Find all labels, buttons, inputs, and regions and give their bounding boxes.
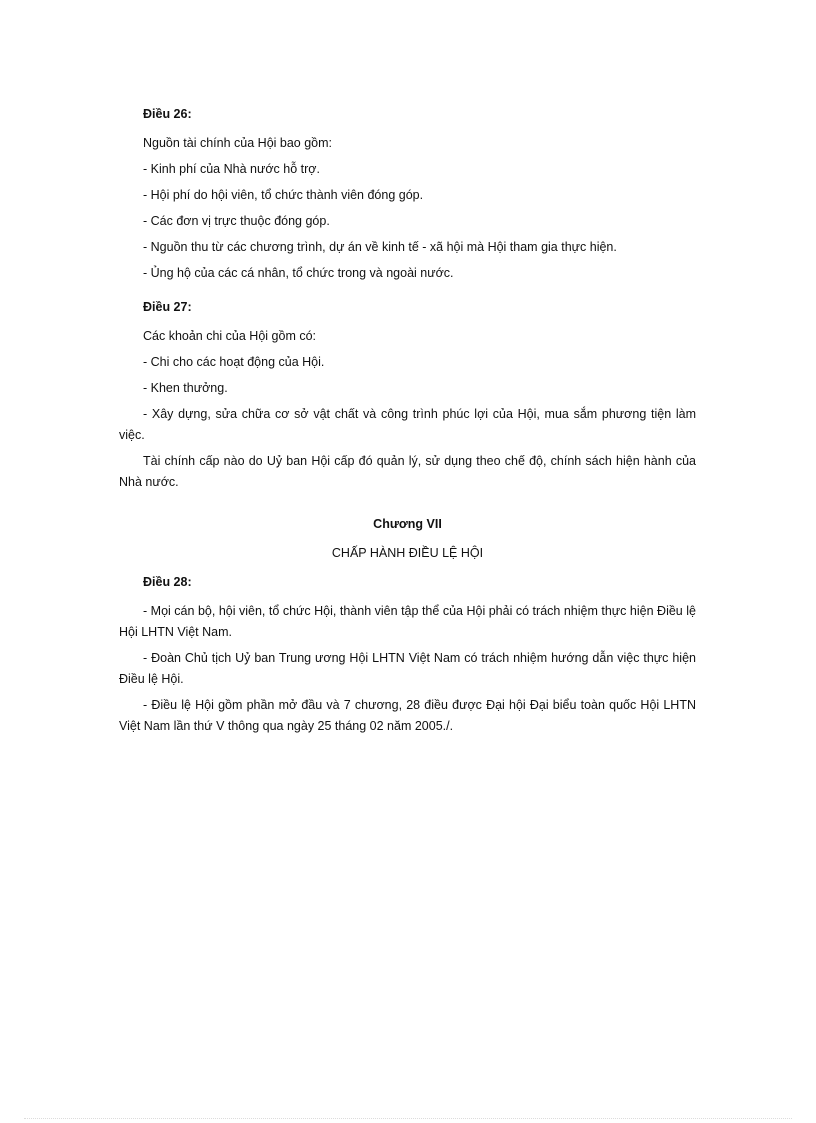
article-27-paragraph: - Xây dựng, sửa chữa cơ sở vật chất và công trình phúc lợi của Hội, mua sắm phương tiện làm việc.	[119, 407, 696, 442]
article-28-paragraph: - Mọi cán bộ, hội viên, tổ chức Hội, thành viên tập thể của Hội phải có trách nhiệm thực hiện Điều lệ Hội LHTN Việt Nam.	[119, 604, 696, 639]
article-27-heading: Điều 27:	[143, 300, 192, 314]
article-27-intro: Các khoản chi của Hội gồm có:	[143, 329, 317, 343]
list-item: - Ủng hộ của các cá nhân, tổ chức trong và ngoài nước.	[143, 266, 454, 280]
list-item: - Nguồn thu từ các chương trình, dự án về kinh tế - xã hội mà Hội tham gia thực hiện.	[143, 240, 617, 254]
page-bottom-divider	[24, 1118, 792, 1119]
list-item: - Khen thưởng.	[143, 381, 228, 395]
list-item: - Các đơn vị trực thuộc đóng góp.	[143, 214, 330, 228]
article-26-heading: Điều 26:	[143, 107, 192, 121]
article-28-heading: Điều 28:	[143, 575, 192, 589]
article-28-paragraph: - Đoàn Chủ tịch Uỷ ban Trung ương Hội LHTN Việt Nam có trách nhiệm hướng dẫn việc thực hiện Điều lệ Hội.	[119, 651, 696, 686]
chapter-title: Chương VII	[373, 517, 442, 531]
article-28-paragraph: - Điều lệ Hội gồm phần mở đầu và 7 chương, 28 điều được Đại hội Đại biểu toàn quốc Hội LHTN Việt Nam lần thứ V thông qua ngày 25 tháng 02 năm 2005./.	[119, 698, 696, 733]
article-27-paragraph: Tài chính cấp nào do Uỷ ban Hội cấp đó quản lý, sử dụng theo chế độ, chính sách hiện hành của Nhà nước.	[119, 454, 696, 489]
document-body	[119, 104, 696, 742]
list-item: - Hội phí do hội viên, tổ chức thành viên đóng góp.	[143, 188, 424, 202]
list-item: - Chi cho các hoạt động của Hội.	[143, 355, 325, 369]
list-item: - Kinh phí của Nhà nước hỗ trợ.	[143, 162, 320, 176]
chapter-subtitle: CHẤP HÀNH ĐIỀU LỆ HỘI	[331, 546, 484, 560]
article-26-intro: Nguồn tài chính của Hội bao gồm:	[143, 136, 333, 150]
